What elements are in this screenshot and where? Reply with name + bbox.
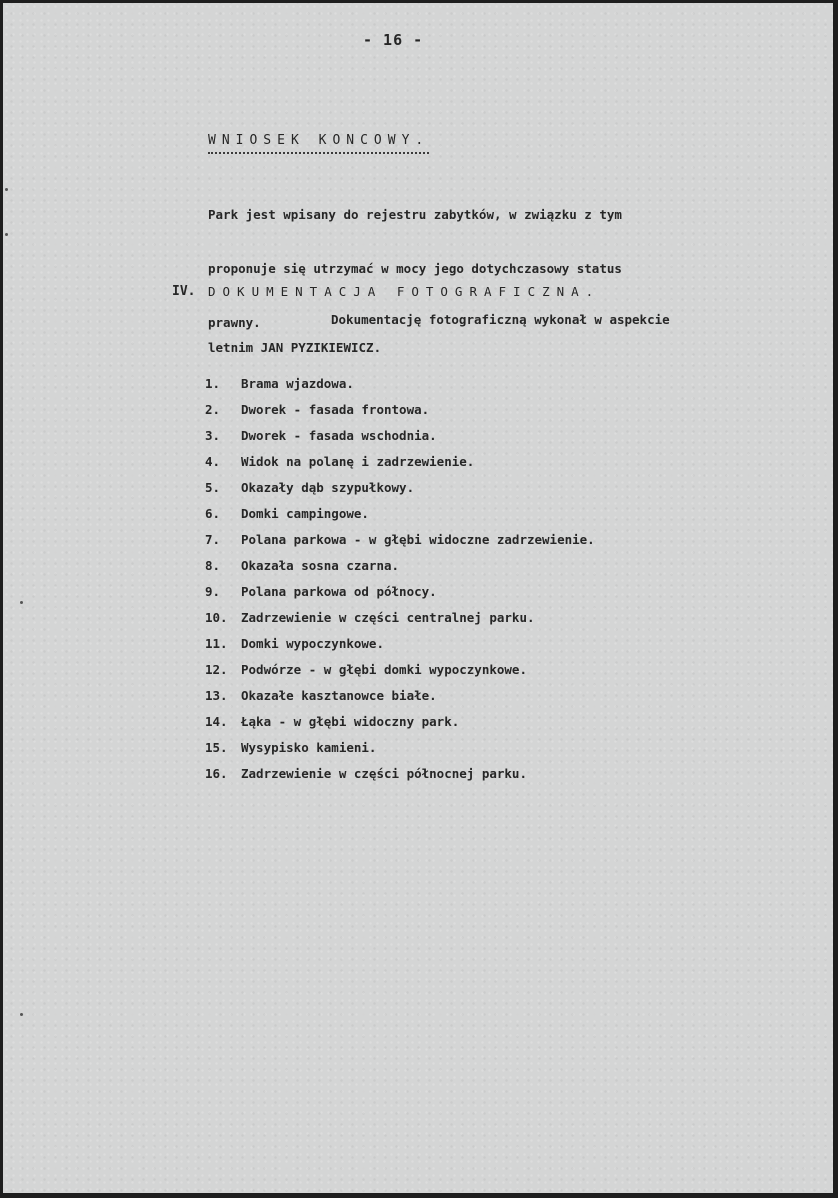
list-item-text: Podwórze - w głębi domki wypoczynkowe.	[241, 662, 527, 677]
list-item	[205, 683, 595, 709]
section-title: DOKUMENTACJA FOTOGRAFICZNA.	[208, 284, 601, 299]
list-item-text: Widok na polanę i zadrzewienie.	[241, 454, 475, 469]
list-item-text: Dworek - fasada wschodnia.	[241, 428, 437, 443]
margin-punch-mark	[5, 233, 8, 236]
list-item-number: 10.	[205, 610, 228, 625]
list-item-number: 7.	[205, 532, 221, 547]
list-item-number: 13.	[205, 688, 228, 703]
list-item-text: Wysypisko kamieni.	[241, 740, 377, 755]
margin-punch-mark	[5, 188, 8, 191]
list-item-text: Okazałe kasztanowce białe.	[241, 688, 437, 703]
conclusion-paragraph	[208, 174, 798, 363]
list-item	[205, 475, 595, 501]
list-item-text: Zadrzewienie w części północnej parku.	[241, 766, 527, 781]
list-item	[205, 449, 595, 475]
list-item	[205, 423, 595, 449]
list-item-number: 6.	[205, 506, 221, 521]
list-item-number: 3.	[205, 428, 221, 443]
conclusion-line: prawny.	[208, 315, 261, 330]
conclusion-line: proponuje się utrzymać w mocy jego dotychczasowy status	[208, 261, 622, 276]
list-item	[205, 527, 595, 553]
section-number: IV.	[172, 284, 196, 299]
document-page	[3, 3, 833, 1193]
list-item-text: Domki campingowe.	[241, 506, 369, 521]
list-item	[205, 735, 595, 761]
list-item	[205, 579, 595, 605]
list-item	[205, 709, 595, 735]
list-item-number: 8.	[205, 558, 221, 573]
list-item	[205, 371, 595, 397]
list-item-text: Polana parkowa od północy.	[241, 584, 437, 599]
conclusion-heading: WNIOSEK KONCOWY.	[208, 133, 429, 154]
list-item-text: Łąka - w głębi widoczny park.	[241, 714, 460, 729]
list-item-number: 5.	[205, 480, 221, 495]
page-number: - 16 -	[363, 31, 424, 49]
list-item-number: 4.	[205, 454, 221, 469]
list-item	[205, 761, 595, 787]
intro-line: letnim JAN PYZIKIEWICZ.	[208, 340, 382, 355]
list-item-number: 12.	[205, 662, 228, 677]
list-item-text: Okazały dąb szypułkowy.	[241, 480, 415, 495]
list-item-text: Okazała sosna czarna.	[241, 558, 400, 573]
list-item	[205, 605, 595, 631]
list-item-number: 14.	[205, 714, 228, 729]
list-item-text: Zadrzewienie w części centralnej parku.	[241, 610, 535, 625]
list-item-text: Domki wypoczynkowe.	[241, 636, 384, 651]
margin-punch-mark	[20, 601, 23, 604]
list-item	[205, 397, 595, 423]
list-item-text: Polana parkowa - w głębi widoczne zadrzewienie.	[241, 532, 595, 547]
intro-line: Dokumentację fotograficzną wykonał w aspekcie	[331, 312, 670, 327]
margin-punch-mark	[20, 1013, 23, 1016]
list-item-number: 15.	[205, 740, 228, 755]
list-item	[205, 631, 595, 657]
list-item-text: Brama wjazdowa.	[241, 376, 354, 391]
list-item-number: 1.	[205, 376, 221, 391]
photo-list	[205, 371, 595, 787]
list-item-number: 16.	[205, 766, 228, 781]
list-item-number: 9.	[205, 584, 221, 599]
list-item	[205, 553, 595, 579]
conclusion-line: Park jest wpisany do rejestru zabytków, w związku z tym	[208, 207, 622, 222]
list-item-number: 2.	[205, 402, 221, 417]
list-item-text: Dworek - fasada frontowa.	[241, 402, 430, 417]
list-item	[205, 501, 595, 527]
list-item	[205, 657, 595, 683]
list-item-number: 11.	[205, 636, 228, 651]
